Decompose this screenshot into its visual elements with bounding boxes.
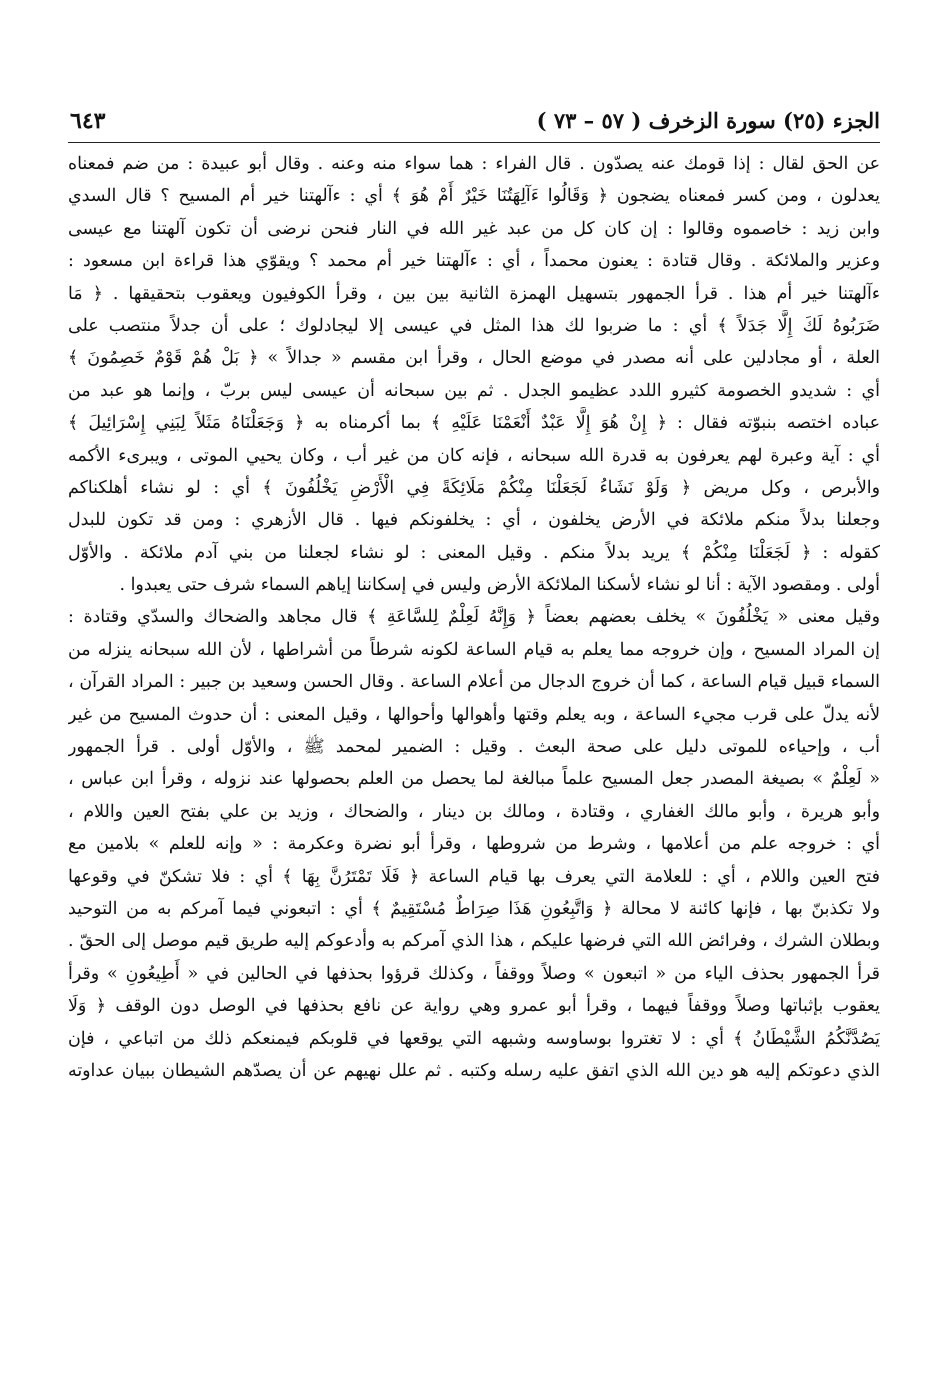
text-line: عن الحق لقال : إذا قومك عنه يصدّون . قال الفراء : هما سواء منه وعنه . وقال أبو عبيدة : من ضم فمعناه xyxy=(68,154,880,174)
text-line: ولا تكذبنّ بها ، فإنها كائنة لا محالة ﴿ وَاتَّبِعُونِ هَذَا صِرَاطٌ مُسْتَقِيمٌ ﴾ أي : اتبعوني فيما آمركم به من التوحيد xyxy=(68,898,880,919)
text-line: ضَرَبُوهُ لَكَ إِلَّا جَدَلاً ﴾ أي : ما ضربوا لك هذا المثل في عيسى إلا ليجادلوك ؛ على أن جدلاً منتصب على xyxy=(68,315,880,336)
text-line: العلة ، أو مجادلين على أنه مصدر في موضع الحال ، وقرأ ابن مقسم « جدالاً » ﴿ بَلْ هُمْ قَوْمٌ خَصِمُونَ ﴾ xyxy=(68,348,880,369)
text-line: يَصُدَّنَّكُمُ الشَّيْطَانُ ﴾ أي : لا تغتروا بوساوسه وشبهه التي يوقعها في قلوبكم فيمنعكم ذلك من اتباعي ، فإن xyxy=(68,1028,880,1049)
text-line: « لَعِلْمٌ » بصيغة المصدر جعل المسيح علماً مبالغة لما يحصل من العلم بحصولها عند نزوله ، وقرأ ابن عباس ، xyxy=(68,769,880,790)
text-line: أي : آية وعبرة لهم يعرفون به قدرة الله سبحانه ، فإنه كان من غير أب ، وكان يحيي الموتى ، ويبرىء الأكمه xyxy=(68,445,880,466)
text-line: السماء قبيل قيام الساعة ، كما أن خروج الدجال من أعلام الساعة . وقال الحسن وسعيد بن جبير : المراد القرآن ، xyxy=(68,672,880,693)
text-line: وجعلنا بدلاً منكم ملائكة في الأرض يخلفون ، أي : يخلفونكم فيها . قال الأزهري : ومن قد تكون للبدل xyxy=(68,510,880,531)
page-number: ٦٤٣ xyxy=(70,108,106,134)
text-line: أولى . ومقصود الآية : أنا لو نشاء لأسكنا الملائكة الأرض وليس في إسكاننا إياهم السماء شرف حتى يعبدوا . xyxy=(119,575,880,596)
text-line: أي : شديدو الخصومة كثيرو اللدد عظيمو الجدل . ثم بين سبحانه أن عيسى ليس بربّ ، وإنما هو عبد من xyxy=(68,380,880,401)
text-line: أي : خروجه علم من أعلامها ، وشرط من شروطها ، وقرأ أبو نضرة وعكرمة : « وإنه للعلم » بلامين مع xyxy=(68,834,880,855)
header-title: الجزء (٢٥) سورة الزخرف ( ٥٧ – ٧٣ ) xyxy=(536,108,880,133)
text-line: وبطلان الشرك ، وفرائض الله التي فرضها عليكم ، هذا الذي آمركم به وأدعوكم إليه طريق قيم موصل إلى الحقّ . xyxy=(68,931,880,952)
text-line: والأبرص ، وكل مريض ﴿ وَلَوْ نَشَاءُ لَجَعَلْنَا مِنْكُمْ مَلَائِكَةً فِي الْأَرْضِ يَخْلُفُونَ ﴾ أي : لو نشاء أهلكناكم xyxy=(68,477,880,498)
text-line: عباده اختصه بنبوّته فقال : ﴿ إِنْ هُوَ إِلَّا عَبْدٌ أَنْعَمْنَا عَلَيْهِ ﴾ بما أكرمناه به ﴿ وَجَعَلْنَاهُ مَثَلاً لِبَنِي إِسْرَائِيلَ ﴾ xyxy=(68,413,880,434)
text-line: وأبو هريرة ، وأبو مالك الغفاري ، وقتادة ، ومالك بن دينار ، والضحاك ، وزيد بن علي بفتح العين واللام ، xyxy=(68,801,880,822)
text-line: إن المراد المسيح ، وإن خروجه مما يعلم به قيام الساعة لكونه شرطاً من أشراطها ، لأن الله سبحانه ينزله من xyxy=(68,639,880,660)
text-line: أب ، وإحياءه للموتى دليل على صحة البعث . وقيل : الضمير لمحمد ﷺ ، والأوّل أولى . قرأ الجمهور xyxy=(68,737,880,758)
text-line: وعزير والملائكة . وقال قتادة : يعنون محمداً ، أي : ءآلهتنا خير أم محمد ؟ ويقوّي هذا قراءة ابن مسعود : xyxy=(68,251,880,272)
text-line: قرأ الجمهور بحذف الياء من « اتبعون » وصلاً ووقفاً ، وكذلك قرؤوا بحذفها في الحالين في « أَطِيعُونِ » وقرأ xyxy=(68,963,880,984)
text-line: وابن زيد : خاصموه وقالوا : إن كان كل من عبد غير الله في النار فنحن نرضى أن تكون آلهتنا مع عيسى xyxy=(68,218,880,239)
text-line: كقوله : ﴿ لَجَعَلْنَا مِنْكُمْ ﴾ يريد بدلاً منكم . وقيل المعنى : لو نشاء لجعلنا من بني آدم ملائكة . والأوّل xyxy=(68,542,880,563)
header-rule xyxy=(68,142,880,143)
text-line: يعدلون ، ومن كسر فمعناه يضجون ﴿ وَقَالُوا ءَآلِهَتُنَا خَيْرٌ أَمْ هُوَ ﴾ أي : ءآلهتنا خير أم المسيح ؟ قال السدي xyxy=(68,186,880,207)
body-text xyxy=(68,148,880,1087)
text-line: يعقوب بإثباتها وصلاً ووقفاً فيهما ، وقرأ أبو عمرو وهي رواية عن نافع بحذفها في الوصل دون الوقف ﴿ وَلَا xyxy=(68,996,880,1017)
text-line: وقيل معنى « يَخْلُفُونَ » يخلف بعضهم بعضاً ﴿ وَإِنَّهُ لَعِلْمٌ لِلسَّاعَةِ ﴾ قال مجاهد والضحاك والسدّي وقتادة : xyxy=(68,607,880,628)
running-header xyxy=(70,108,880,138)
text-line: ءآلهتنا خير أم هذا . قرأ الجمهور بتسهيل الهمزة الثانية بين بين ، وقرأ الكوفيون ويعقوب بتحقيقها . ﴿ مَا xyxy=(68,283,880,304)
text-line: الذي دعوتكم إليه هو دين الله الذي اتفق عليه رسله وكتبه . ثم علل نهيهم عن أن يصدّهم الشيطان ببيان عداوته xyxy=(68,1060,880,1081)
text-line: لأنه يدلّ على قرب مجيء الساعة ، وبه يعلم وقتها وأهوالها وأحوالها ، وقيل المعنى : أن حدوث المسيح من غير xyxy=(68,704,880,725)
text-line: فتح العين واللام ، أي : للعلامة التي يعرف بها قيام الساعة ﴿ فَلَا تَمْتَرُنَّ بِهَا ﴾ أي : فلا تشكنّ في وقوعها xyxy=(68,866,880,887)
